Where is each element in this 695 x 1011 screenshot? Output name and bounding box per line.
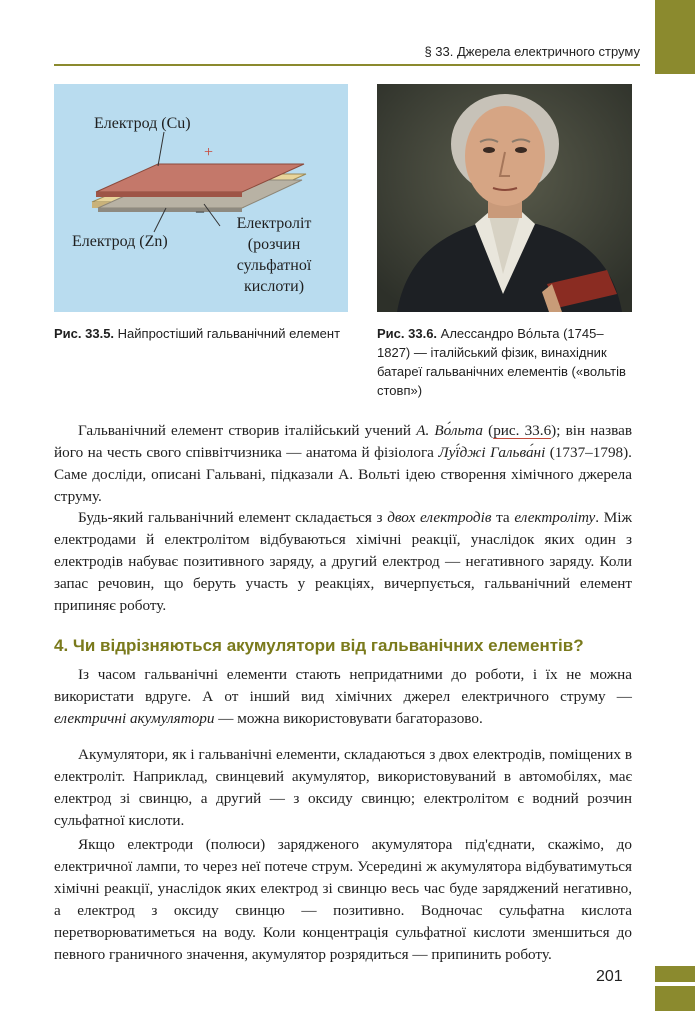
term-electrolyte: електроліту <box>514 509 596 526</box>
text-run: та <box>491 509 515 526</box>
page-number: 201 <box>596 968 623 985</box>
term-two-electrodes: двох електродів <box>387 509 492 526</box>
electrolyte-line-3: сульфатної <box>236 257 312 274</box>
label-electrolyte <box>212 213 336 297</box>
header-rule <box>54 64 640 66</box>
text-run: (1737–1798). Саме досліди, описані Гальвані, підказали А. Вольті ідею створення хімічного джерела струму. <box>54 444 632 505</box>
paragraph-accumulators-intro-text <box>54 664 632 730</box>
plus-sign: + <box>204 144 214 161</box>
zinc-edge <box>98 208 242 212</box>
paragraph-accumulator-operation <box>54 834 632 966</box>
footer-tab-top <box>655 966 695 982</box>
label-zinc-electrode: Електрод (Zn) <box>72 233 168 250</box>
name-volta: А. Во́льта <box>416 422 483 439</box>
volta-portrait-image <box>377 84 632 312</box>
copper-edge <box>96 192 242 197</box>
text-run: — можна використовувати багаторазово. <box>214 710 483 727</box>
figure-caption-33-6 <box>377 324 633 400</box>
minus-sign: – <box>196 203 204 220</box>
paragraph-accumulator-operation-text: Якщо електроди (полюси) зарядженого акумулятора під'єднати, скажімо, до електричної лампи, то через неї потече струм. Усередині ж акумулятора відбуватимуться хімічні реакції, унаслідок яких електрод зі свинцю весь час буде заряджений негативно, а електрод з оксиду свинцю — позитивно. Водночас сульфатна кислота перетворюватиметься на воду. Коли концентрація сульфатної кислоти зменшиться до певного граничного значення, акумулятор розрядиться — припинить роботу. <box>54 836 632 963</box>
text-run: Із часом гальванічні елементи стають непридатними до роботи, і їх не можна використати вдруге. А от інший вид хімічних джерел електричного струму — <box>54 666 632 705</box>
text-run: ( <box>482 422 494 439</box>
figure-volta-portrait <box>377 84 632 312</box>
section-heading: 4. Чи відрізняються акумулятори від гальванічних елементів? <box>54 636 584 655</box>
footer-tab-bottom <box>655 986 695 1011</box>
name-galvani: Луї́джі Гальва́ні <box>438 444 546 461</box>
text-run: . Між електродами й електролітом відбуваються хімічні реакції, унаслідок яких один з електродів набуває позитивного заряду, а другий електрод — негативного заряду. Коли запас речовин, що беруть участь у реакціях, вичерпується, гальванічний елемент припиняє роботу. <box>54 509 632 614</box>
caption-number: Рис. 33.5. <box>54 326 115 341</box>
paragraph-galvanic-element <box>54 507 632 617</box>
electrolyte-line-2: (розчин <box>247 236 301 253</box>
figure-galvanic-cell <box>54 84 348 312</box>
text-run: Будь-який гальванічний елемент складається з <box>78 509 388 526</box>
caption-number: Рис. 33.6. <box>377 326 438 341</box>
paragraph-accumulator-structure <box>54 744 632 832</box>
text-run: Гальванічний елемент створив італійський учений <box>78 422 417 439</box>
label-copper-electrode: Електрод (Cu) <box>94 115 191 132</box>
paragraph-volta-text <box>54 420 632 508</box>
paragraph-accumulator-structure-text: Акумулятори, як і гальванічні елементи, складаються з двох електродів, поміщених в електроліт. Наприклад, свинцевий акумулятор, використовуваний в автомобілях, має електрод зі свинцю, а другий — з оксиду свинцю; електролітом є водний розчин сульфатної кислоти. <box>54 746 632 829</box>
pointer-cu <box>158 132 164 166</box>
caption-text: Найпростіший гальванічний елемент <box>114 326 341 341</box>
figure-reference-link[interactable]: рис. 33.6 <box>493 422 552 439</box>
header-tab <box>655 0 695 74</box>
term-accumulators: електричні акумулятори <box>54 710 215 727</box>
paragraph-accumulators-intro <box>54 664 632 730</box>
caption-text: Алессандро Во́льта (1745–1827) — італійський фізик, винахідник батареї гальванічних елементів («вольтів стовп») <box>377 326 626 398</box>
figure-caption-33-5 <box>54 324 344 343</box>
running-header: § 33. Джерела електричного струму <box>424 44 640 59</box>
paragraph-volta <box>54 420 632 508</box>
paragraph-galvanic-element-text <box>54 507 632 617</box>
electrolyte-line-4: кислоти) <box>243 278 305 295</box>
electrolyte-line-1: Електроліт <box>236 215 312 232</box>
text-run: ); він назвав його на честь свого співвітчизника — анатома й фізіолога <box>54 422 632 461</box>
